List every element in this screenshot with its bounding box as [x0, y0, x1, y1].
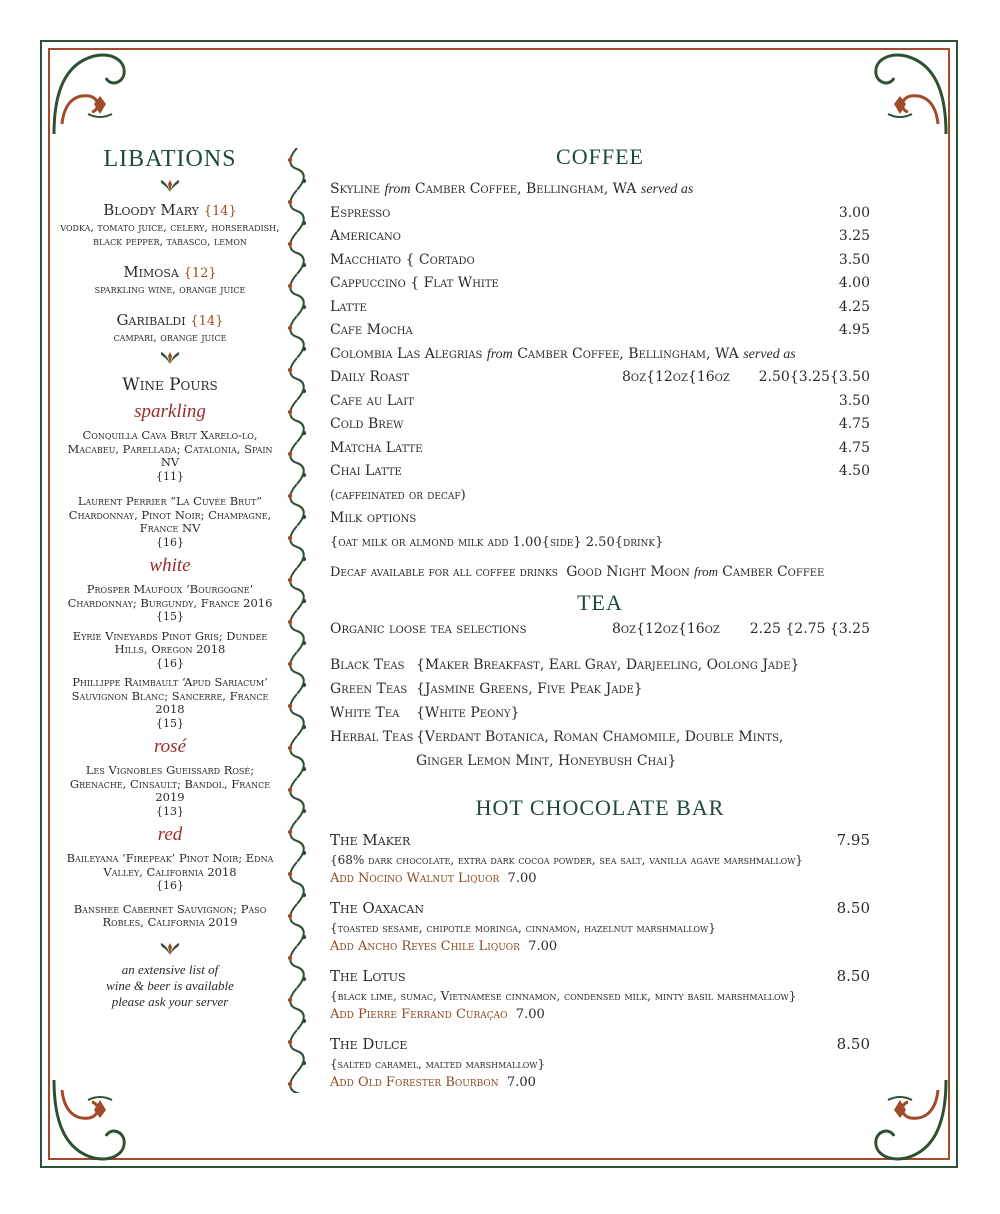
milk-options-detail: {oat milk or almond milk add 1.00{side} 2.50{drink} [330, 534, 664, 550]
corner-ornament-icon [34, 34, 154, 154]
wine-item [60, 495, 280, 549]
item-description: {black lime, sumac, Vietnamese cinnamon, condensed milk, minty basil marshmallow} [330, 989, 797, 1003]
hot-chocolate-title: HOT CHOCOLATE BAR [475, 795, 725, 820]
roaster-name: Camber Coffee [722, 564, 825, 580]
cocktail-item [60, 311, 280, 345]
tea-row [330, 701, 870, 725]
wine-description: Eyrie Vineyards Pinot Gris; Dundee Hills, Oregon 2018 [72, 628, 268, 656]
coffee-bean-name: Skyline [330, 181, 381, 197]
wine-price: {16} [156, 656, 184, 670]
tea-kind: Black Teas [330, 657, 405, 673]
item-sizes: 8oz{12oz{16oz [622, 369, 730, 385]
cocktail-description: campari, orange juice [113, 331, 227, 344]
menu-row [330, 225, 870, 249]
hot-chocolate-item [330, 829, 870, 889]
coffee-source-line [330, 343, 870, 367]
add-on-price: 7.00 [515, 1007, 545, 1022]
coffee-title: COFFEE [556, 144, 644, 169]
tea-kind: White Tea [330, 705, 400, 721]
item-name: Cafe au Lait [330, 392, 414, 409]
wine-price: {16} [156, 879, 184, 892]
menu-row [330, 390, 870, 414]
tea-label: Organic loose tea selections [330, 620, 527, 637]
item-price: 4.75 [838, 416, 870, 432]
tea-list: Ginger Lemon Mint, Honeybush Chai} [416, 753, 677, 769]
add-on-price: 7.00 [507, 871, 537, 886]
menu-row [330, 413, 870, 437]
from-word: from [486, 346, 513, 362]
wine-category: rosé [153, 736, 187, 757]
item-price: 4.75 [838, 439, 870, 456]
cocktail-description: sparkling wine, orange juice [94, 283, 246, 296]
item-name: Espresso [330, 204, 391, 221]
cocktail-price: {12} [183, 266, 217, 281]
roaster-name: Camber Coffee, Bellingham, WA [517, 345, 739, 362]
item-name: Chai Latte [330, 463, 402, 479]
tea-kind [330, 749, 416, 773]
decaf-bean-name: Good Night Moon [566, 564, 690, 580]
item-name: Cafe Mocha [330, 322, 413, 338]
item-name: Macchiato { Cortado [330, 251, 475, 268]
menu-row [330, 319, 870, 343]
item-description: {68% dark chocolate, extra dark cocoa powder, sea salt, vanilla agave marshmallow} [330, 853, 804, 867]
cocktail-price: {14} [203, 204, 237, 219]
coffee-source-line [330, 178, 870, 202]
item-name: The Dulce [330, 1035, 408, 1053]
wine-item [60, 764, 280, 818]
item-price: 3.00 [838, 204, 870, 221]
item-name: The Oaxacan [330, 899, 425, 917]
item-name: Cappuccino { Flat White [330, 275, 499, 291]
wine-description: Banshee Cabernet Sauvignon; Paso Robles, California 2019 [73, 901, 267, 929]
leaf-ornament-icon [159, 179, 181, 193]
cocktail-description: vodka, tomato juice, celery, horseradish, black pepper, tabasco, lemon [60, 221, 280, 248]
wine-description: Conquilla Cava Brut Xarelo-lo, Macabeu, Parellada; Catalonia, Spain NV [67, 428, 273, 469]
add-on-name: Add Ancho Reyes Chile Liquor [330, 939, 520, 954]
wine-description: Laurent Perrier “La Cuvée Brut” Chardonnay, Pinot Noir; Champagne, France NV [68, 494, 272, 535]
note-line: wine & beer is available [106, 977, 234, 993]
served-as-word: served as [640, 182, 694, 197]
hot-chocolate-item [330, 897, 870, 957]
wine-description: Prosper Maufoux ‘Bourgogne’ Chardonnay; Burgundy, France 2016 [67, 582, 273, 610]
cocktail-name: Mimosa [123, 263, 179, 281]
add-on-name: Add Old Forester Bourbon [330, 1075, 499, 1090]
tea-header-row [330, 618, 870, 642]
add-on-price: 7.00 [528, 939, 558, 954]
add-on-name: Add Pierre Ferrand Curaçao [330, 1007, 508, 1022]
tea-list: {Maker Breakfast, Earl Gray, Darjeeling, Oolong Jade} [416, 657, 800, 673]
tea-sizes: 8oz{12oz{16oz [612, 620, 720, 637]
from-word: from [384, 182, 411, 197]
item-name: The Maker [330, 831, 411, 849]
wine-description: Baileyana ‘Firepeak’ Pinot Noir; Edna Valley, California 2018 [66, 851, 274, 879]
tea-list: {Jasmine Greens, Five Peak Jade} [416, 681, 643, 697]
hot-chocolate-item [330, 1033, 870, 1093]
wine-item [60, 630, 280, 671]
cocktail-item [60, 263, 280, 297]
cocktail-name: Garibaldi [116, 311, 186, 329]
wine-item [60, 903, 280, 930]
hot-chocolate-item [330, 965, 870, 1025]
decaf-line [330, 560, 870, 584]
menu-row [330, 202, 870, 226]
item-description: {salted caramel, malted marshmallow} [330, 1057, 546, 1071]
wine-item [60, 852, 280, 893]
item-name: Cold Brew [330, 416, 404, 432]
wine-description: Phillippe Raimbault ‘Apud Sariacum’ Sauvignon Blanc; Sancerre, France 2018 [71, 675, 269, 716]
leaf-ornament-icon [159, 942, 181, 956]
vine-divider-icon [286, 148, 308, 1093]
wine-price: {16} [156, 535, 184, 549]
item-name: Matcha Latte [330, 439, 423, 456]
cocktail-name: Bloody Mary [103, 201, 199, 219]
wine-list-note [60, 962, 280, 1010]
drinks-column [330, 140, 870, 1093]
menu-row [330, 249, 870, 273]
wine-item [60, 583, 280, 624]
tea-row [330, 725, 870, 749]
libations-column [60, 140, 280, 1010]
item-name: Latte [330, 298, 367, 315]
item-price: 7.95 [836, 831, 870, 849]
item-price: 8.50 [836, 899, 870, 917]
item-price: 4.00 [838, 275, 870, 291]
tea-title: TEA [577, 589, 623, 615]
add-on-name: Add Nocino Walnut Liquor [330, 871, 500, 886]
menu-row [330, 272, 870, 296]
item-price: 4.95 [838, 322, 870, 338]
cocktail-item [60, 201, 280, 249]
menu-row [330, 296, 870, 320]
item-price: 4.50 [838, 463, 870, 479]
item-price: 3.50 [838, 251, 870, 268]
corner-ornament-icon [34, 1060, 154, 1180]
tea-list: {Verdant Botanica, Roman Chamomile, Double Mints, [416, 729, 784, 745]
item-price: 8.50 [836, 1035, 870, 1053]
wine-price: {15} [156, 610, 184, 623]
tea-row [330, 749, 870, 773]
served-as-word: served as [743, 346, 796, 362]
wine-price: {11} [156, 469, 184, 483]
tea-kind: Green Teas [330, 681, 408, 697]
wine-price: {13} [156, 804, 184, 818]
coffee-bean-name: Colombia Las Alegrias [330, 345, 483, 362]
wine-category: white [149, 555, 191, 576]
wine-description: Les Vignobles Gueissard Rosé; Grenache, Cinsault; Bandol, France 2019 [69, 763, 271, 804]
wine-price: {15} [156, 716, 184, 730]
tea-prices: 2.25 {2.75 {3.25 [749, 620, 870, 637]
roaster-name: Camber Coffee, Bellingham, WA [414, 181, 637, 197]
tea-list: {White Peony} [416, 705, 520, 721]
wine-category: red [157, 824, 183, 845]
add-on-price: 7.00 [506, 1075, 536, 1090]
milk-options-title: Milk options [330, 510, 417, 526]
tea-row [330, 653, 870, 677]
tea-kind: Herbal Teas [330, 729, 414, 745]
note-line: an extensive list of [121, 961, 219, 977]
wine-pours-title: Wine Pours [122, 375, 218, 395]
item-price: 8.50 [836, 967, 870, 985]
menu-row [330, 366, 870, 390]
item-name: Americano [330, 228, 401, 244]
from-word: from [693, 564, 719, 579]
chai-note: (caffeinated or decaf) [330, 487, 466, 503]
libations-title: LIBATIONS [103, 146, 237, 172]
decaf-text: Decaf available for all coffee drinks [330, 565, 558, 580]
item-price: 4.25 [838, 298, 870, 315]
item-name: Daily Roast [330, 369, 409, 385]
tea-row [330, 677, 870, 701]
item-price: 3.50 [838, 392, 870, 409]
leaf-ornament-icon [159, 351, 181, 365]
item-description: {toasted sesame, chipotle moringa, cinnamon, hazelnut marshmallow} [330, 921, 716, 935]
item-price: 3.25 [838, 228, 870, 244]
corner-ornament-icon [846, 34, 966, 154]
menu-row [330, 460, 870, 484]
wine-item [60, 676, 280, 730]
menu-row [330, 437, 870, 461]
wine-category: sparkling [134, 401, 206, 422]
item-price: 2.50{3.25{3.50 [758, 369, 870, 385]
cocktail-price: {14} [190, 314, 224, 329]
note-line: please ask your server [111, 993, 229, 1009]
wine-item [60, 429, 280, 483]
item-name: The Lotus [330, 967, 406, 985]
